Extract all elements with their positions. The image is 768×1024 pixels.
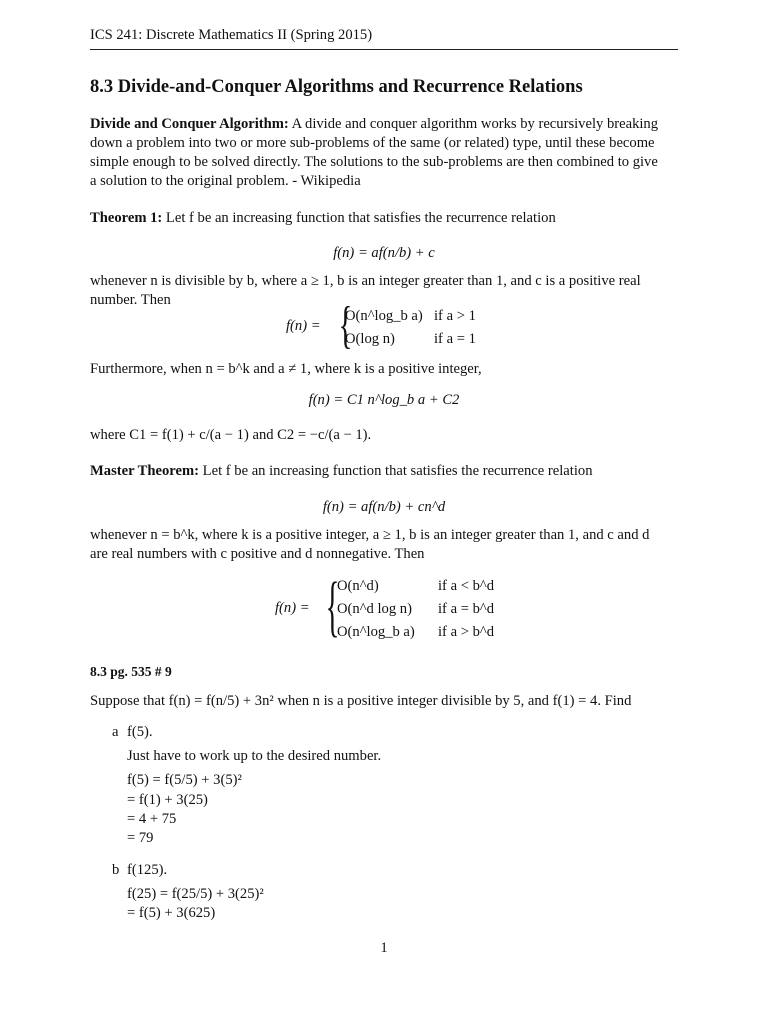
theorem1-condition-1: whenever n is divisible by b, where a ≥ 1, b is an integer greater than 1, and c is a positive real [90, 273, 641, 289]
definition-text-1: A divide and conquer algorithm works by recursively breaking [288, 116, 659, 132]
header-rule [90, 49, 678, 50]
master-condition-2: are real numbers with c positive and d nonnegative. Then [90, 546, 425, 562]
theorem1-case1: O(n^log_b a) [345, 308, 423, 324]
part-a-step-2: = f(1) + 3(25) [127, 792, 208, 808]
theorem1-equation2: f(n) = C1 n^log_b a + C2 [308, 392, 460, 408]
theorem1-constants: where C1 = f(1) + c/(a − 1) and C2 = −c/(a − 1). [90, 427, 372, 443]
master-equation: f(n) = af(n/b) + cn^d [322, 499, 446, 515]
part-b-step-1: f(25) = f(25/5) + 3(25)² [127, 886, 264, 902]
master-case1-condition: if a < b^d [438, 578, 495, 594]
theorem1-condition-2: number. Then [90, 292, 171, 308]
problem-statement: Suppose that f(n) = f(n/5) + 3n² when n is a positive integer divisible by 5, and f(1) = 4. Find [90, 693, 632, 709]
part-a-question: f(5). [127, 724, 153, 740]
problem-label: 8.3 pg. 535 # 9 [90, 664, 172, 679]
master-case3: O(n^log_b a) [337, 624, 415, 640]
master-intro-text: Let f be an increasing function that satisfies the recurrence relation [199, 463, 593, 479]
theorem1-intro-text: Let f be an increasing function that satisfies the recurrence relation [162, 210, 556, 226]
master-case2-condition: if a = b^d [438, 601, 495, 617]
theorem1-lhs: f(n) = [286, 318, 321, 334]
definition-line-1 [90, 116, 658, 133]
master-case1: O(n^d) [337, 578, 379, 594]
part-b-question: f(125). [127, 862, 168, 878]
part-a-step-1: f(5) = f(5/5) + 3(5)² [127, 772, 242, 788]
theorem1-intro [90, 210, 556, 227]
part-a-step-3: = 4 + 75 [127, 811, 177, 827]
master-condition-1: whenever n = b^k, where k is a positive integer, a ≥ 1, b is an integer greater than 1, and c and d [90, 527, 650, 543]
theorem1-label: Theorem 1: [90, 210, 163, 226]
definition-label: Divide and Conquer Algorithm: [90, 116, 289, 132]
part-b-step-2: = f(5) + 3(625) [127, 905, 216, 921]
part-a-label: a [112, 724, 119, 740]
theorem1-equation: f(n) = af(n/b) + c [333, 245, 435, 261]
theorem1-brace: { [338, 297, 353, 354]
definition-line-2: down a problem into two or more sub-problems of the same (or related) type, until these become [90, 135, 655, 151]
part-a-step-4: = 79 [127, 830, 154, 846]
theorem1-case1-condition: if a > 1 [434, 308, 476, 324]
master-case3-condition: if a > b^d [438, 624, 495, 640]
theorem1-case2-condition: if a = 1 [434, 331, 476, 347]
master-label: Master Theorem: [90, 463, 200, 479]
part-b-label: b [112, 862, 120, 878]
theorem1-case2: O(log n) [345, 331, 395, 347]
part-a-note: Just have to work up to the desired number. [127, 748, 382, 764]
definition-line-3: simple enough to be solved directly. The solutions to the sub-problems are then combined to give [90, 154, 658, 170]
theorem1-furthermore: Furthermore, when n = b^k and a ≠ 1, where k is a positive integer, [90, 361, 482, 377]
master-intro [90, 463, 593, 480]
page-number: 1 [380, 940, 388, 956]
master-brace: { [325, 570, 340, 645]
section-title: 8.3 Divide-and-Conquer Algorithms and Recurrence Relations [90, 77, 583, 97]
master-case2: O(n^d log n) [337, 601, 412, 617]
master-lhs: f(n) = [275, 600, 310, 616]
running-header: ICS 241: Discrete Mathematics II (Spring 2015) [90, 27, 373, 43]
definition-line-4: a solution to the original problem. - Wikipedia [90, 173, 361, 189]
